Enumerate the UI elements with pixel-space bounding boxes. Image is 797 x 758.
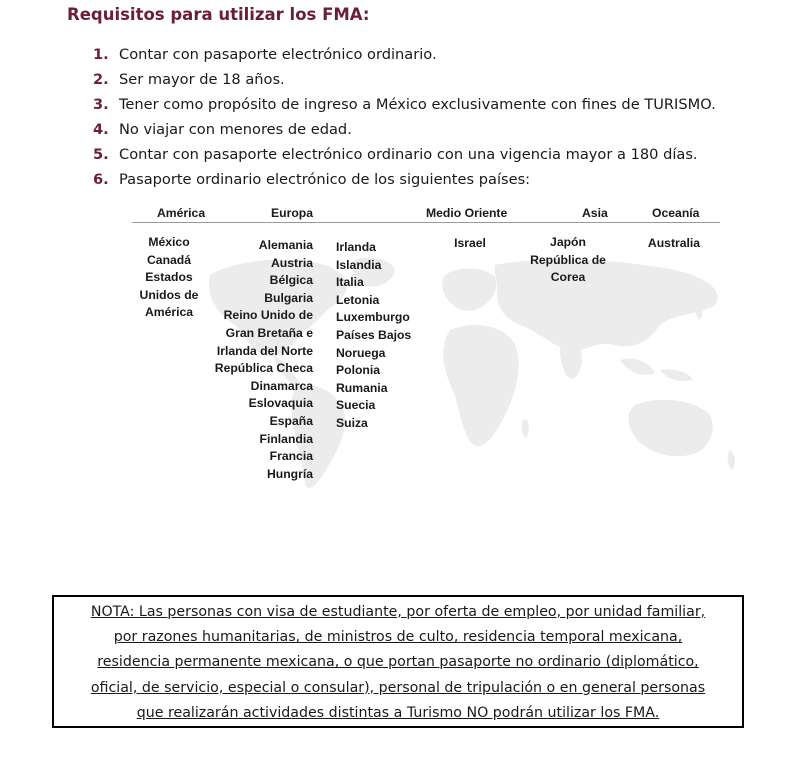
country-name: Luxemburgo [336,310,410,325]
country-name: Reino Unido de [223,308,313,323]
country-name: Irlanda del Norte [216,343,313,358]
oceania-country-list [638,235,710,253]
region-header-medio-oriente: Medio Oriente [426,206,508,220]
america-country-list [133,234,205,322]
country-name: Rumania [336,380,388,395]
country-name: Austria [271,255,313,270]
list-item: 4. No viajar con menores de edad. [93,121,352,138]
country-name: Suiza [336,415,368,430]
header-divider [132,222,720,223]
country-name: México [148,235,190,249]
requirements-list [93,44,716,194]
country-name: Dinamarca [250,378,313,393]
europa-country-list-1 [203,237,313,483]
country-name: República de [530,252,606,267]
country-name: Unidos de [139,287,199,302]
country-name: Letonia [336,292,380,307]
region-header-oceania: Oceanía [652,206,700,220]
note-line: NOTA: Las personas con visa de estudiante, por oferta de empleo, por unidad familiar, [90,604,706,620]
country-name: Finlandia [259,431,313,446]
note-line: por razones humanitarias, de ministros de culto, residencia temporal mexicana, [113,629,683,646]
region-header-europa: Europa [271,206,313,220]
country-name: Bélgica [269,273,313,288]
country-name: Israel [454,236,486,250]
europa-country-list-2 [336,239,426,433]
country-name: Islandia [336,257,382,272]
country-name: Eslovaquia [248,396,313,411]
country-name: América [144,305,194,320]
medio-oriente-country-list [440,235,500,253]
country-name: Alemania [258,238,313,252]
list-item: 3. Tener como propósito de ingreso a México exclusivamente con fines de TURISMO. [93,96,716,113]
country-name: Suecia [336,398,376,413]
country-name: Hungría [266,466,313,481]
note-line: oficial, de servicio, especial o consular), personal de tripulación o en general personas [90,679,706,696]
asia-country-list [522,234,614,287]
country-name: Italia [336,275,364,290]
note-line: residencia permanente mexicana, o que portan pasaporte no ordinario (diplomático, [97,654,699,671]
country-name: Gran Bretaña e [225,325,313,340]
country-name: Estados [145,270,193,285]
list-item: 2. Ser mayor de 18 años. [93,71,285,88]
region-header-america: América [157,206,206,220]
country-name: Noruega [336,345,386,360]
country-name: Canadá [146,252,192,267]
page-title: Requisitos para utilizar los FMA: [67,5,370,24]
note-line: que realizarán actividades distintas a Turismo NO podrán utilizar los FMA. [136,704,660,721]
list-item: 6. Pasaporte ordinario electrónico de los siguientes países: [93,171,531,188]
country-name: Polonia [336,363,381,378]
country-name: España [269,413,313,428]
country-name: Francia [269,449,313,464]
list-item: 5. Contar con pasaporte electrónico ordinario con una vigencia mayor a 180 días. [93,146,698,163]
region-header-asia: Asia [582,206,608,220]
country-name: Bulgaria [264,290,313,305]
country-name: Corea [550,270,586,285]
country-name: Australia [647,236,701,250]
country-name: Irlanda [336,240,376,254]
country-name: República Checa [214,361,313,376]
country-name: Japón [550,235,586,249]
country-name: Países Bajos [336,327,412,342]
note-box [52,595,744,728]
list-item: 1. Contar con pasaporte electrónico ordinario. [93,46,437,63]
